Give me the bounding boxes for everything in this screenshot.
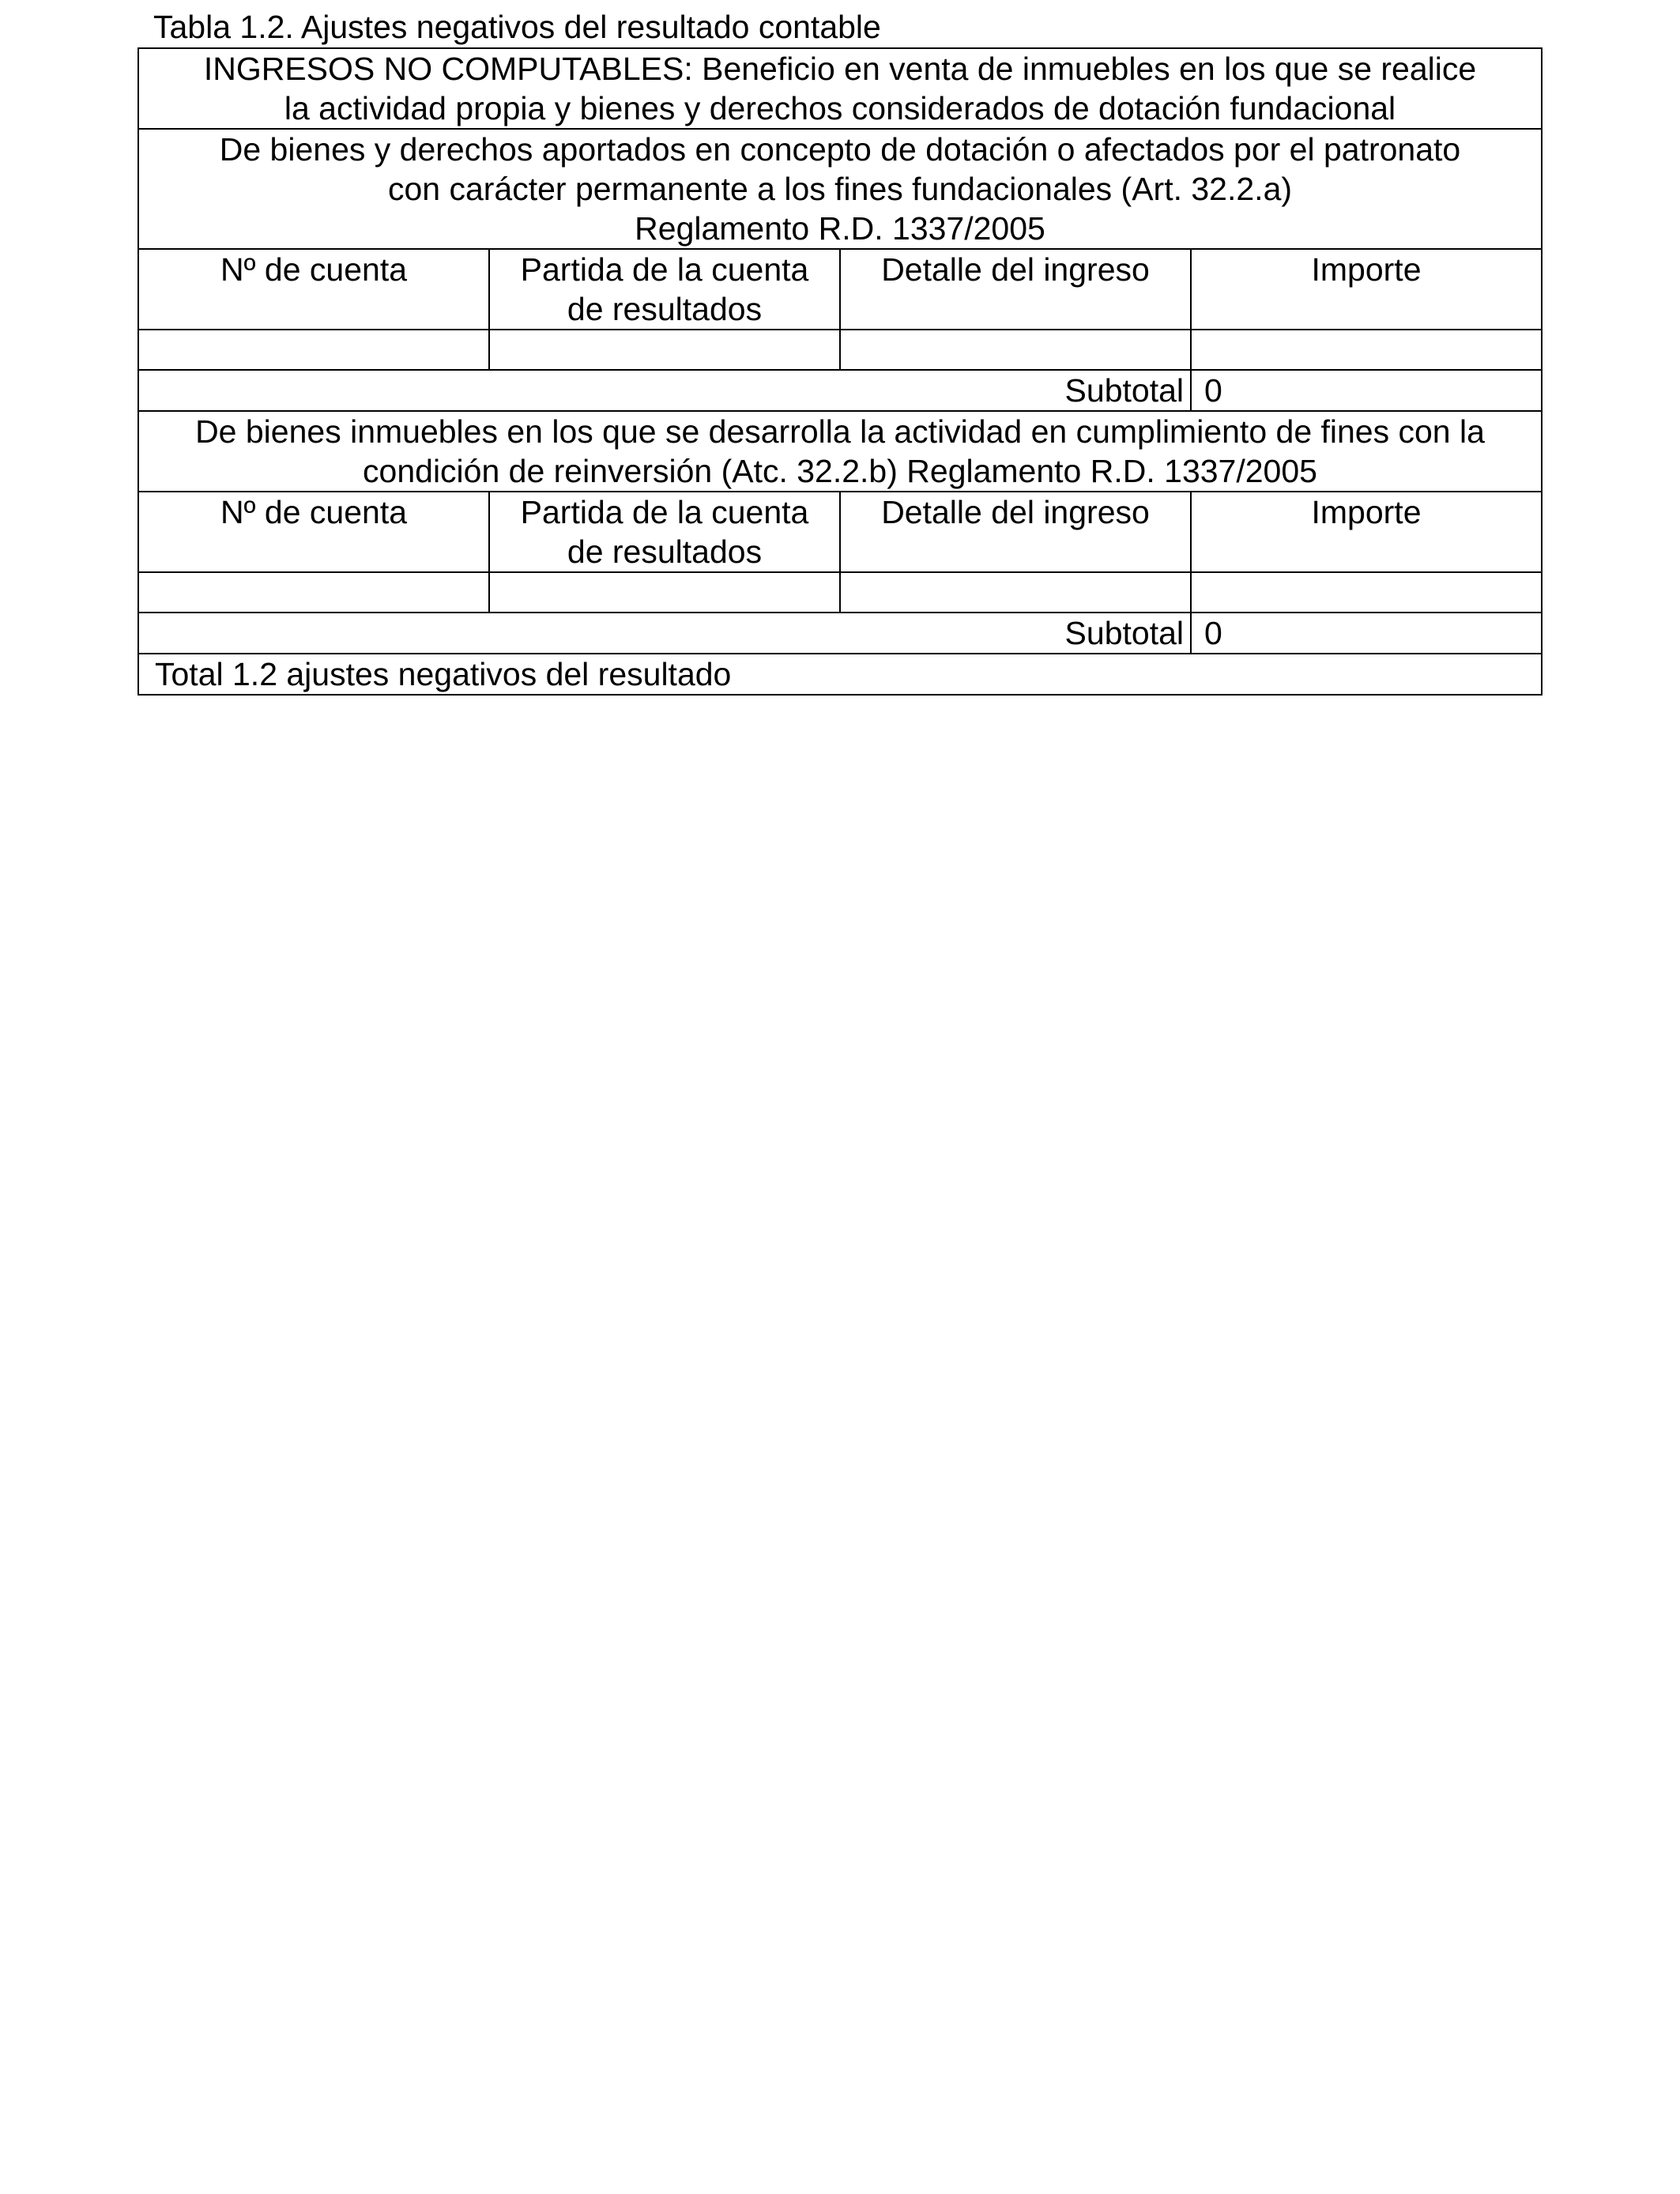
cell-result-item	[489, 330, 840, 370]
table-title-line: la actividad propia y bienes y derechos considerados de dotación fundacional	[284, 90, 1396, 126]
section-title-line: con carácter permanente a los fines fundacionales (Art. 32.2.a)	[387, 171, 1293, 207]
section-a-subtotal-row	[138, 370, 1542, 411]
section-b-title	[138, 411, 1542, 492]
cell-income-detail	[840, 572, 1191, 613]
header-line: de resultados	[567, 291, 763, 327]
subtotal-value: 0	[1191, 613, 1542, 654]
table-title-line: INGRESOS NO COMPUTABLES: Beneficio en venta de inmuebles en los que se realice	[203, 51, 1477, 87]
section-b-header-row	[138, 492, 1542, 572]
section-title-line: De bienes y derechos aportados en concepto de dotación o afectados por el patronato	[219, 131, 1461, 168]
cell-result-item	[489, 572, 840, 613]
section-a-data-row	[138, 330, 1542, 370]
section-b-data-row	[138, 572, 1542, 613]
section-title-line: Reglamento R.D. 1337/2005	[635, 210, 1045, 247]
header-line: Partida de la cuenta	[520, 494, 809, 530]
cell-income-detail	[840, 330, 1191, 370]
section-a-title	[138, 129, 1542, 249]
total-row	[138, 654, 1542, 695]
header-line: Partida de la cuenta	[520, 251, 809, 288]
subtotal-label: Subtotal	[138, 613, 1191, 654]
adjustments-table	[137, 47, 1543, 696]
total-label: Total 1.2 ajustes negativos del resultado	[138, 654, 1542, 695]
table-title-row	[138, 48, 1542, 129]
header-result-item	[489, 492, 840, 572]
header-account-number: Nº de cuenta	[138, 249, 489, 330]
subtotal-label: Subtotal	[138, 370, 1191, 411]
section-a-title-row	[138, 129, 1542, 249]
header-result-item	[489, 249, 840, 330]
header-income-detail: Detalle del ingreso	[840, 249, 1191, 330]
header-account-number: Nº de cuenta	[138, 492, 489, 572]
header-income-detail: Detalle del ingreso	[840, 492, 1191, 572]
cell-amount	[1191, 330, 1542, 370]
cell-account-number	[138, 330, 489, 370]
header-amount: Importe	[1191, 492, 1542, 572]
header-line: de resultados	[567, 533, 763, 570]
section-title-line: De bienes inmuebles en los que se desarrolla la actividad en cumplimiento de fines con la	[195, 413, 1485, 450]
section-b-subtotal-row	[138, 613, 1542, 654]
cell-amount	[1191, 572, 1542, 613]
section-a-header-row	[138, 249, 1542, 330]
table-title	[138, 48, 1542, 129]
section-title-line: condición de reinversión (Atc. 32.2.b) Reglamento R.D. 1337/2005	[363, 453, 1317, 489]
subtotal-value: 0	[1191, 370, 1542, 411]
cell-account-number	[138, 572, 489, 613]
table-caption: Tabla 1.2. Ajustes negativos del resultado contable	[153, 9, 881, 45]
section-b-title-row	[138, 411, 1542, 492]
header-amount: Importe	[1191, 249, 1542, 330]
